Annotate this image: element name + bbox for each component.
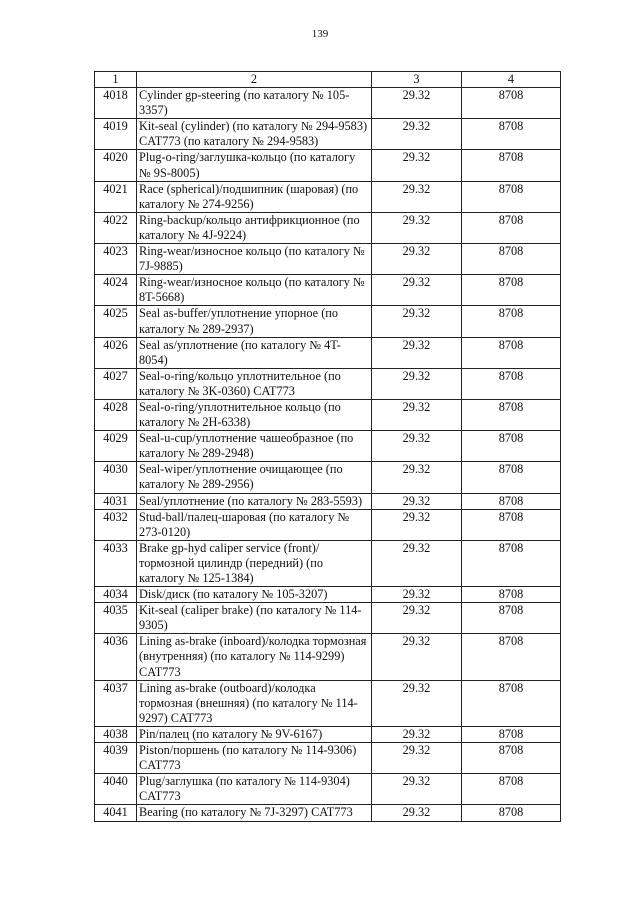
item-description: Piston/поршень (по каталогу № 114-9306) CAT773 <box>137 743 372 774</box>
row-number: 4023 <box>95 244 137 275</box>
item-code: 29.32 <box>372 275 462 306</box>
table-row <box>95 493 561 509</box>
table-row <box>95 244 561 275</box>
hs-code: 8708 <box>462 368 561 399</box>
column-header-2: 2 <box>137 72 372 88</box>
item-code: 29.32 <box>372 726 462 742</box>
item-code: 29.32 <box>372 399 462 430</box>
item-code: 29.32 <box>372 306 462 337</box>
item-code: 29.32 <box>372 119 462 150</box>
item-code: 29.32 <box>372 509 462 540</box>
item-description: Plug/заглушка (по каталогу № 114-9304) CAT773 <box>137 774 372 805</box>
item-description: Seal as-buffer/уплотнение упорное (по каталогу № 289-2937) <box>137 306 372 337</box>
table-row <box>95 774 561 805</box>
row-number: 4037 <box>95 680 137 726</box>
item-code: 29.32 <box>372 587 462 603</box>
row-number: 4025 <box>95 306 137 337</box>
hs-code: 8708 <box>462 306 561 337</box>
item-description: Lining as-brake (outboard)/колодка тормозная (внешняя) (по каталогу № 114-9297) CAT773 <box>137 680 372 726</box>
item-description: Ring-wear/износное кольцо (по каталогу № 8T-5668) <box>137 275 372 306</box>
row-number: 4040 <box>95 774 137 805</box>
row-number: 4026 <box>95 337 137 368</box>
hs-code: 8708 <box>462 493 561 509</box>
hs-code: 8708 <box>462 603 561 634</box>
table-row <box>95 603 561 634</box>
hs-code: 8708 <box>462 88 561 119</box>
item-description: Race (spherical)/подшипник (шаровая) (по каталогу № 274-9256) <box>137 181 372 212</box>
table-row <box>95 306 561 337</box>
row-number: 4018 <box>95 88 137 119</box>
row-number: 4022 <box>95 212 137 243</box>
item-code: 29.32 <box>372 88 462 119</box>
table-row <box>95 368 561 399</box>
hs-code: 8708 <box>462 244 561 275</box>
row-number: 4027 <box>95 368 137 399</box>
item-description: Lining as-brake (inboard)/колодка тормозная (внутренняя) (по каталогу № 114-9299) CAT773 <box>137 634 372 680</box>
hs-code: 8708 <box>462 275 561 306</box>
hs-code: 8708 <box>462 634 561 680</box>
item-description: Seal/уплотнение (по каталогу № 283-5593) <box>137 493 372 509</box>
hs-code: 8708 <box>462 150 561 181</box>
item-description: Cylinder gp-steering (по каталогу № 105-3357) <box>137 88 372 119</box>
table-row <box>95 743 561 774</box>
row-number: 4024 <box>95 275 137 306</box>
item-description: Stud-ball/палец-шаровая (по каталогу № 273-0120) <box>137 509 372 540</box>
table-row <box>95 275 561 306</box>
item-code: 29.32 <box>372 181 462 212</box>
item-description: Seal-o-ring/кольцо уплотнительное (по каталогу № 3K-0360) CAT773 <box>137 368 372 399</box>
table-row <box>95 726 561 742</box>
hs-code: 8708 <box>462 212 561 243</box>
item-code: 29.32 <box>372 493 462 509</box>
hs-code: 8708 <box>462 680 561 726</box>
row-number: 4028 <box>95 399 137 430</box>
row-number: 4039 <box>95 743 137 774</box>
item-description: Disk/диск (по каталогу № 105-3207) <box>137 587 372 603</box>
column-header-3: 3 <box>372 72 462 88</box>
item-description: Ring-backup/кольцо антифрикционное (по каталогу № 4J-9224) <box>137 212 372 243</box>
hs-code: 8708 <box>462 726 561 742</box>
item-description: Ring-wear/износное кольцо (по каталогу № 7J-9885) <box>137 244 372 275</box>
hs-code: 8708 <box>462 743 561 774</box>
item-code: 29.32 <box>372 244 462 275</box>
parts-table <box>94 71 561 822</box>
item-code: 29.32 <box>372 431 462 462</box>
hs-code: 8708 <box>462 337 561 368</box>
row-number: 4038 <box>95 726 137 742</box>
table-row <box>95 431 561 462</box>
item-code: 29.32 <box>372 680 462 726</box>
item-description: Plug-o-ring/заглушка-кольцо (по каталогу № 9S-8005) <box>137 150 372 181</box>
item-code: 29.32 <box>372 603 462 634</box>
hs-code: 8708 <box>462 462 561 493</box>
row-number: 4035 <box>95 603 137 634</box>
table-row <box>95 337 561 368</box>
row-number: 4019 <box>95 119 137 150</box>
row-number: 4036 <box>95 634 137 680</box>
row-number: 4029 <box>95 431 137 462</box>
hs-code: 8708 <box>462 509 561 540</box>
table-row <box>95 462 561 493</box>
item-code: 29.32 <box>372 805 462 821</box>
table-row <box>95 587 561 603</box>
table-row <box>95 509 561 540</box>
item-code: 29.32 <box>372 212 462 243</box>
table-row <box>95 399 561 430</box>
column-header-1: 1 <box>95 72 137 88</box>
column-header-4: 4 <box>462 72 561 88</box>
hs-code: 8708 <box>462 805 561 821</box>
row-number: 4031 <box>95 493 137 509</box>
item-code: 29.32 <box>372 462 462 493</box>
item-description: Bearing (по каталогу № 7J-3297) CAT773 <box>137 805 372 821</box>
table-row <box>95 119 561 150</box>
hs-code: 8708 <box>462 399 561 430</box>
hs-code: 8708 <box>462 181 561 212</box>
row-number: 4021 <box>95 181 137 212</box>
hs-code: 8708 <box>462 587 561 603</box>
item-description: Brake gp-hyd caliper service (front)/тормозной цилиндр (передний) (по каталогу № 125-1384) <box>137 540 372 586</box>
item-description: Seal-o-ring/уплотнительное кольцо (по каталогу № 2H-6338) <box>137 399 372 430</box>
table-row <box>95 680 561 726</box>
item-description: Seal-u-cup/уплотнение чашеобразное (по каталогу № 289-2948) <box>137 431 372 462</box>
table-row <box>95 212 561 243</box>
row-number: 4032 <box>95 509 137 540</box>
table-row <box>95 150 561 181</box>
table-row <box>95 805 561 821</box>
table-row <box>95 634 561 680</box>
table-header-row <box>95 72 561 88</box>
row-number: 4034 <box>95 587 137 603</box>
hs-code: 8708 <box>462 774 561 805</box>
table-row <box>95 88 561 119</box>
table-row <box>95 181 561 212</box>
row-number: 4041 <box>95 805 137 821</box>
table-row <box>95 540 561 586</box>
hs-code: 8708 <box>462 540 561 586</box>
item-description: Kit-seal (cylinder) (по каталогу № 294-9583) CAT773 (по каталогу № 294-9583) <box>137 119 372 150</box>
item-description: Seal as/уплотнение (по каталогу № 4T-8054) <box>137 337 372 368</box>
item-code: 29.32 <box>372 743 462 774</box>
item-code: 29.32 <box>372 540 462 586</box>
item-code: 29.32 <box>372 337 462 368</box>
hs-code: 8708 <box>462 119 561 150</box>
item-description: Seal-wiper/уплотнение очищающее (по каталогу № 289-2956) <box>137 462 372 493</box>
item-description: Pin/палец (по каталогу № 9V-6167) <box>137 726 372 742</box>
item-code: 29.32 <box>372 150 462 181</box>
item-code: 29.32 <box>372 774 462 805</box>
item-code: 29.32 <box>372 634 462 680</box>
row-number: 4030 <box>95 462 137 493</box>
hs-code: 8708 <box>462 431 561 462</box>
page-number: 139 <box>311 28 329 40</box>
item-description: Kit-seal (caliper brake) (по каталогу № 114-9305) <box>137 603 372 634</box>
row-number: 4033 <box>95 540 137 586</box>
row-number: 4020 <box>95 150 137 181</box>
item-code: 29.32 <box>372 368 462 399</box>
